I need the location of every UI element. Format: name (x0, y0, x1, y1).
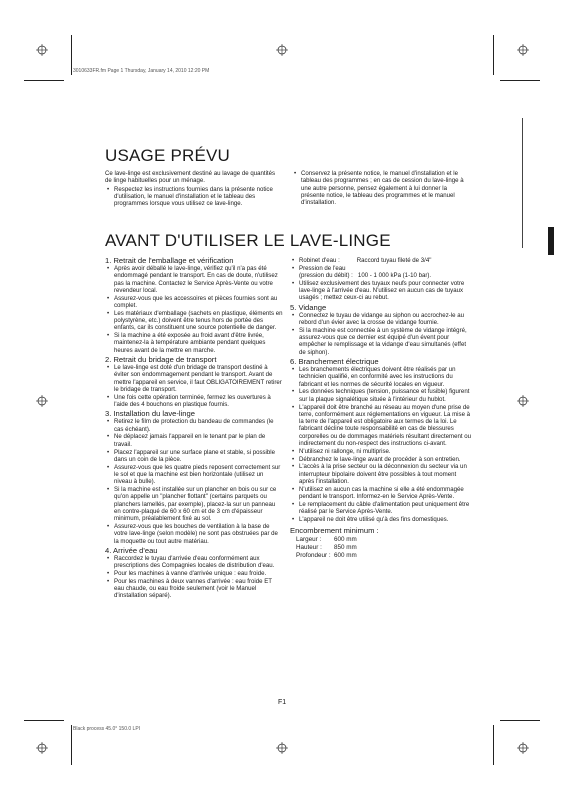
list-item: • Si la machine est connectée à un système de vidange intégré, assurez-vous que ce dernier est équipé d'un évent pour empêcher le remplissage et la vidange d'eau simultanés (effet de siphon). (299, 327, 472, 356)
list-item: • Utilisez exclusivement des tuyaux neufs pour connecter votre lave-linge à l'arrivée d'eau. N'utilisez en aucun cas de tuyaux usagés ; mettez ceux-ci au rebut. (299, 280, 472, 302)
list-item: • L'appareil ne doit être utilisé qu'à des fins domestiques. (299, 516, 472, 523)
list-item: • Raccordez le tuyau d'arrivée d'eau conformément aux prescriptions des Compagnies locales de distribution d'eau. (114, 555, 283, 570)
crop-mark (71, 35, 72, 75)
list-item: • Assurez-vous que les quatre pieds reposent correctement sur le sol et que la machine est bien horizontale (utilisez un niveau à bulle). (114, 464, 283, 486)
dimension-row (290, 544, 472, 552)
crop-mark (24, 720, 64, 721)
dimension-row (290, 552, 472, 560)
slug-bottom: Black process 45.0° 150.0 LPI (73, 726, 141, 732)
list-item: • Après avoir déballé le lave-linge, vérifiez qu'il n'a pas été endommagé pendant le transport. En cas de doute, n'utilisez pas la machine. Contactez le Service Après-Vente ou votre revendeur local. (114, 265, 283, 294)
list-item: • Pour les machines à deux vannes d'arrivée : eau froide ET eau chaude, ou eau froide seulement (voir le Manuel d'installation séparé). (114, 578, 283, 600)
crop-mark (500, 80, 540, 81)
subsection-title: 4. Arrivée d'eau (105, 545, 158, 555)
list-item: • Les données techniques (tension, puissance et fusible) figurent sur la plaque signalétique située à l'intérieur du hublot. (299, 388, 472, 403)
list-item: • Une fois cette opération terminée, fermez les ouvertures à l'aide des 4 bouchons en plastique fournis. (114, 394, 283, 409)
crop-mark (71, 725, 72, 765)
list-item: • Assurez-vous que les accessoires et pièces fournies sont au complet. (114, 295, 283, 310)
tab-guide-line (522, 118, 523, 248)
dimension-value: 600 mm (334, 552, 357, 560)
registration-mark-icon (517, 44, 529, 56)
dimension-row (290, 536, 472, 544)
list-item: • L'accès à la prise secteur ou la déconnexion du secteur via un interrupteur bipolaire doivent être possibles à tout moment après l'installation. (299, 463, 472, 485)
usage-left-column (105, 170, 281, 208)
crop-mark (493, 35, 494, 75)
dimension-label: Profondeur : (296, 552, 331, 560)
registration-mark-icon (276, 44, 288, 56)
list-item: • Robinet d'eau : Raccord tuyau fileté de 3/4" (299, 257, 472, 264)
dimension-value: 850 mm (334, 544, 357, 552)
list-item: • Le lave-linge est doté d'un bridage de transport destiné à éviter son endommagement pendant le transport. Avant de mettre l'appareil en service, il faut OBLIGATOIREMENT retirer le bridage de transport. (114, 364, 283, 393)
list-item: • Le remplacement du câble d'alimentation peut uniquement être réalisé par le Service Après-Vente. (299, 501, 472, 516)
subsection-title: 5. Vidange (290, 302, 327, 312)
page-number: F1 (278, 699, 287, 706)
crop-mark (493, 725, 494, 765)
subsection-title: 6. Branchement électrique (290, 357, 379, 367)
list-item: • Respectez les instructions fournies dans la présente notice d'utilisation, le manuel d'installation et le tableau des programmes lorsque vous utilisez ce lave-linge. (114, 186, 281, 208)
registration-mark-icon (36, 742, 48, 754)
list-item: • Les branchements électriques doivent être réalisés par un technicien qualifié, en conformité avec les instructions du fabricant et les normes de sécurité locales en vigueur. (299, 366, 472, 388)
dimensions-title: Encombrement minimum : (290, 526, 379, 536)
right-column (290, 257, 472, 560)
registration-mark-icon (517, 395, 529, 407)
list-item: • Les matériaux d'emballage (sachets en plastique, éléments en polystyrène, etc.) doivent être tenus hors de portée des enfants, car ils constituent une source potentielle de danger. (114, 310, 283, 332)
list-item: • N'utilisez en aucun cas la machine si elle a été endommagée pendant le transport. Informez-en le Service Après-Vente. (299, 486, 472, 501)
list-item: • L'appareil doit être branché au réseau au moyen d'une prise de terre, conformément aux réglementations en vigueur. La mise à la terre de l'appareil est obligatoire aux termes de la loi. Le fabricant décline toute responsabilité en cas de blessures corporelles ou de dommages matériels résultant directement ou indirectement du non-respect des instructions ci-avant. (299, 404, 472, 448)
subsection-title: 1. Retrait de l'emballage et vérification (105, 256, 234, 265)
crop-mark (24, 80, 64, 81)
usage-right-column (292, 170, 472, 207)
dimensions-block (290, 526, 472, 560)
subsection-title: 2. Retrait du bridage de transport (105, 355, 217, 365)
list-item: • Connectez le tuyau de vidange au siphon ou accrochez-le au rebord d'un évier avec la crosse de vidange fournie. (299, 312, 472, 327)
section-thumb-tab (548, 227, 554, 255)
subsection-title: 3. Installation du lave-linge (105, 409, 195, 419)
section-title-usage: USAGE PRÉVU (105, 146, 231, 165)
usage-intro: Ce lave-linge est exclusivement destiné au lavage de quantités de linge habituelles pour un ménage. (105, 170, 276, 185)
registration-mark-icon (517, 742, 529, 754)
section-title-avant: AVANT D'UTILISER LE LAVE-LINGE (105, 231, 391, 250)
list-item: • Retirez le film de protection du bandeau de commandes (le cas échéant). (114, 418, 283, 433)
list-item: • Pression de l'eau (pression du débit) : 100 - 1 000 kPa (1-10 bar). (299, 265, 472, 280)
slug-top: 3010633FR.fm Page 1 Thursday, January 14, 2010 12:20 PM (73, 68, 210, 74)
registration-mark-icon (36, 44, 48, 56)
list-item: • Assurez-vous que les bouches de ventilation à la base de votre lave-linge (selon modèle) ne sont pas obstruées par de la moquette ou tout autre matériau. (114, 523, 283, 545)
list-item: • Si la machine a été exposée au froid avant d'être livrée, maintenez-la à température ambiante pendant quelques heures avant de la mettre en marche. (114, 332, 283, 354)
crop-mark (500, 720, 540, 721)
dimension-value: 600 mm (334, 536, 357, 544)
list-item: • Débranchez le lave-linge avant de procéder à son entretien. (299, 456, 472, 463)
list-item: • Conservez la présente notice, le manuel d'installation et le tableau des programmes ; en cas de cession du lave-linge à une autre personne, pensez également à lui donner la présente notice, le tableau des programmes et le manuel d'installation. (301, 170, 472, 206)
list-item: • Pour les machines à vanne d'arrivée unique : eau froide. (114, 570, 283, 577)
list-item: • Ne déplacez jamais l'appareil en le tenant par le plan de travail. (114, 433, 283, 448)
registration-mark-icon (276, 742, 288, 754)
list-item: • Placez l'appareil sur une surface plane et stable, si possible dans un coin de la pièce. (114, 449, 283, 464)
registration-mark-icon (36, 395, 48, 407)
left-column (105, 255, 283, 600)
dimension-label: Largeur : (296, 536, 322, 544)
dimension-label: Hauteur : (296, 544, 322, 552)
list-item: • N'utilisez ni rallonge, ni multiprise. (299, 448, 472, 455)
list-item: • Si la machine est installée sur un plancher en bois ou sur ce qu'on appelle un "plancher flottant" (certains parquets ou planchers lamellés, par exemple), placez-la sur un panneau en contre-plaqué de 60 x 60 cm et de 3 cm d'épaisseur minimum, préalablement fixé au sol. (114, 486, 283, 522)
